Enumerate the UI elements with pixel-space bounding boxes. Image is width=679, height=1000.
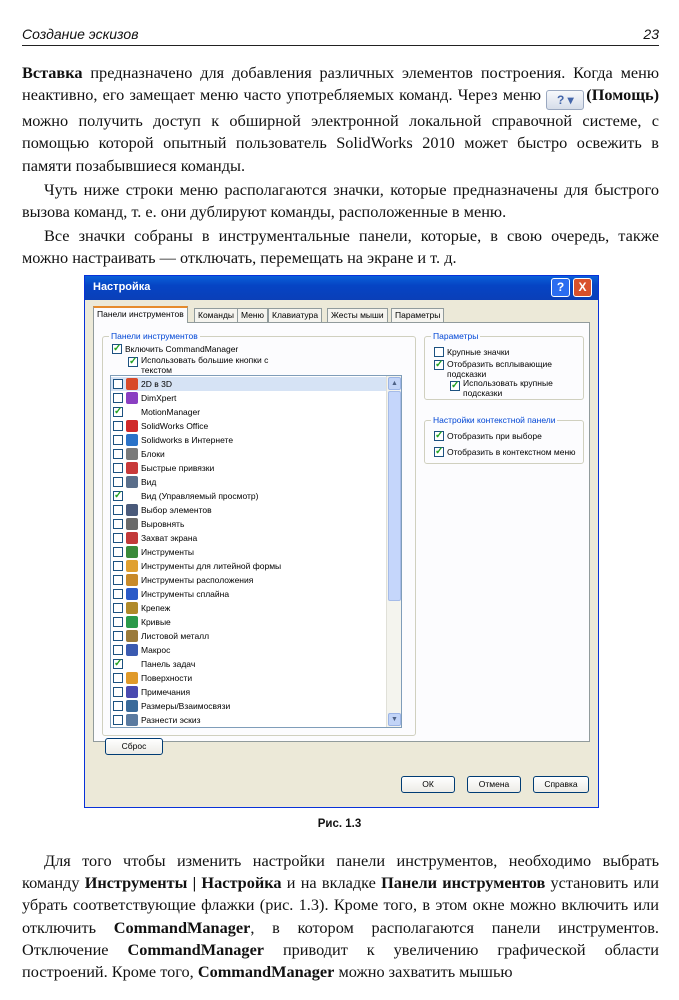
- checkbox-label: Использовать крупные подсказки: [463, 378, 553, 398]
- toolbar-checkbox[interactable]: [113, 379, 123, 389]
- group-label: Панели инструментов: [111, 331, 198, 341]
- bold-term: CommandManager: [127, 939, 265, 959]
- toolbar-label: MotionManager: [141, 407, 201, 417]
- running-head: [22, 24, 659, 46]
- toolbar-checkbox[interactable]: [113, 477, 123, 487]
- show-on-select-checkbox[interactable]: [434, 431, 444, 441]
- paragraph-4: [22, 850, 659, 983]
- ok-button[interactable]: ОК: [401, 776, 455, 793]
- toolbar-label: Захват экрана: [141, 533, 198, 543]
- toolbar-checkbox[interactable]: [113, 491, 123, 501]
- toolbar-list-item[interactable]: [111, 405, 387, 419]
- toolbar-list[interactable]: [110, 375, 402, 728]
- toolbar-icon: [126, 602, 138, 614]
- text-run: приводит к увеличению графической области построений. Кроме того,: [22, 939, 659, 982]
- toolbar-list-item[interactable]: [111, 559, 387, 573]
- toolbar-list-item[interactable]: [111, 573, 387, 587]
- bold-term: Панели инструментов: [381, 873, 546, 893]
- toolbar-label: 2D в 3D: [141, 379, 172, 389]
- toolbar-list-item[interactable]: [111, 377, 387, 391]
- toolbar-checkbox[interactable]: [113, 659, 123, 669]
- toolbar-list-item[interactable]: [111, 489, 387, 503]
- toolbar-list-item[interactable]: [111, 447, 387, 461]
- figure-caption: Рис. 1.3: [317, 818, 362, 830]
- after-text: [22, 850, 659, 985]
- context-toolbar-group: [424, 415, 584, 464]
- toolbar-label: Инструменты: [141, 547, 195, 557]
- toolbar-label: Поверхности: [141, 673, 193, 683]
- help-icon[interactable]: ?: [551, 278, 570, 297]
- toolbar-label: Solidworks в Интернете: [141, 435, 234, 445]
- toolbar-checkbox[interactable]: [113, 533, 123, 543]
- bold-term: Инструменты | Настройка: [84, 873, 282, 893]
- settings-dialog: [84, 275, 599, 808]
- toolbar-icon: [126, 504, 138, 516]
- toolbar-icon: [126, 420, 138, 432]
- text-run: можно захватить мышью: [334, 962, 513, 982]
- reset-button[interactable]: Сброс: [105, 738, 163, 755]
- toolbar-icon: [126, 476, 138, 488]
- dialog-titlebar: [85, 276, 598, 300]
- toolbar-checkbox[interactable]: [113, 519, 123, 529]
- checkbox-label: Отобразить при выборе: [447, 431, 542, 441]
- toolbar-list-item[interactable]: [111, 643, 387, 657]
- toolbar-list-item[interactable]: [111, 685, 387, 699]
- toolbar-label: Быстрые привязки: [141, 463, 215, 473]
- toolbar-icon: [126, 560, 138, 572]
- toolbar-icon: [126, 406, 138, 418]
- toolbar-icon: [126, 462, 138, 474]
- large-icons-checkbox[interactable]: [434, 347, 444, 357]
- close-icon[interactable]: X: [573, 278, 592, 297]
- toolbar-icon: [126, 392, 138, 404]
- group-label: Настройки контекстной панели: [433, 415, 556, 425]
- scroll-up-icon[interactable]: ▲: [388, 377, 401, 390]
- tab-options[interactable]: Параметры: [391, 308, 444, 322]
- toolbar-list-item[interactable]: [111, 713, 387, 727]
- toolbar-label: Макрос: [141, 645, 171, 655]
- toolbar-icon: [126, 630, 138, 642]
- toolbar-checkbox[interactable]: [113, 547, 123, 557]
- toolbar-checkbox[interactable]: [113, 393, 123, 403]
- toolbar-label: Инструменты расположения: [141, 575, 254, 585]
- toolbar-icon: [126, 532, 138, 544]
- toolbar-icon: [126, 672, 138, 684]
- toolbar-list-item[interactable]: [111, 391, 387, 405]
- toolbar-list-item[interactable]: [111, 615, 387, 629]
- toolbar-icon: [126, 644, 138, 656]
- toolbar-checkbox[interactable]: [113, 561, 123, 571]
- tab-menu[interactable]: Меню: [237, 308, 268, 322]
- bold-term: Вставка: [22, 63, 83, 82]
- toolbar-label: Инструменты сплайна: [141, 589, 230, 599]
- dialog-title: Настройка: [93, 281, 151, 293]
- toolbar-checkbox[interactable]: [113, 617, 123, 627]
- toolbar-list-item[interactable]: [111, 531, 387, 545]
- tab-toolbars[interactable]: Панели инструментов: [93, 306, 188, 323]
- paragraph-2: Чуть ниже строки меню располагаются значки, которые предназначены для быстрого вызова команд, т. е. они дублируют команды, расположенные в меню.: [22, 179, 659, 222]
- toolbar-list-item[interactable]: [111, 587, 387, 601]
- toolbar-list-item[interactable]: [111, 433, 387, 447]
- toolbar-icon: [126, 448, 138, 460]
- tab-panel: [93, 322, 590, 742]
- paragraph-1: [22, 62, 659, 177]
- toolbar-label: Инструменты для литейной формы: [141, 561, 282, 571]
- page-number: 23: [643, 26, 659, 42]
- toolbar-list-item[interactable]: [111, 671, 387, 685]
- tab-commands[interactable]: Команды: [194, 308, 238, 322]
- toolbar-list-item[interactable]: [111, 545, 387, 559]
- toolbar-icon: [126, 658, 138, 670]
- text-run: предназначено для добавления различных элементов построения. Когда меню неактивно, его замещает меню часто употребляемых команд. Через меню: [22, 63, 659, 105]
- toolbar-list-item[interactable]: [111, 475, 387, 489]
- group-label: Параметры: [433, 331, 479, 341]
- toolbar-icon: [126, 686, 138, 698]
- text-run: можно получить доступ к обширной электронной локальной справочной системе, с помощью которой опытный пользователь SolidWorks 2010 может быстро освежить в памяти позабывшиеся команды.: [22, 111, 659, 175]
- toolbar-label: Панель задач: [141, 659, 196, 669]
- toolbar-label: Размеры/Взаимосвязи: [141, 701, 231, 711]
- show-in-context-menu-checkbox[interactable]: [434, 447, 444, 457]
- bold-term: CommandManager: [197, 962, 335, 982]
- toolbar-checkbox[interactable]: [113, 687, 123, 697]
- tab-mouse-gestures[interactable]: Жесты мыши: [327, 308, 388, 322]
- checkbox-label: Отобразить в контекстном меню: [447, 447, 576, 457]
- toolbar-label: SolidWorks Office: [141, 421, 209, 431]
- bold-term: CommandManager: [113, 917, 251, 937]
- toolbar-icon: [126, 434, 138, 446]
- toolbar-checkbox[interactable]: [113, 673, 123, 683]
- toolbar-label: Блоки: [141, 449, 165, 459]
- text-run: установить или убрать соответствующие флажки (рис. 1.3). Кроме того, в этом окне можно включить или отключить: [22, 873, 659, 937]
- checkbox-label: Включить CommandManager: [125, 344, 239, 354]
- toolbar-checkbox[interactable]: [113, 435, 123, 445]
- cancel-button[interactable]: Отмена: [467, 776, 521, 793]
- checkbox-label: Использовать большие кнопки с текстом: [141, 355, 269, 375]
- toolbar-checkbox[interactable]: [113, 505, 123, 515]
- toolbar-checkbox[interactable]: [113, 701, 123, 711]
- toolbar-icon: [126, 700, 138, 712]
- toolbar-label: Листовой металл: [141, 631, 210, 641]
- toolbar-list-item[interactable]: [111, 629, 387, 643]
- toolbar-icon: [126, 714, 138, 726]
- toolbar-icon: [126, 546, 138, 558]
- toolbar-list-item[interactable]: [111, 517, 387, 531]
- toolbar-checkbox[interactable]: [113, 603, 123, 613]
- toolbar-label: Вид: [141, 477, 157, 487]
- toolbar-checkbox[interactable]: [113, 407, 123, 417]
- checkbox-label: Крупные значки: [447, 347, 510, 357]
- toolbar-checkbox[interactable]: [113, 575, 123, 585]
- text-run: , в котором располагаются панели инструментов. Отключение: [22, 917, 659, 959]
- large-tooltips-checkbox[interactable]: [450, 381, 460, 391]
- toolbar-icon: [126, 616, 138, 628]
- text-run: Для того чтобы изменить настройки панели инструментов, необходимо выбрать команду: [22, 851, 659, 893]
- toolbar-icon: [126, 518, 138, 530]
- toolbar-label: Вид (Управляемый просмотр): [141, 491, 259, 501]
- help-button[interactable]: Справка: [533, 776, 589, 793]
- toolbar-list-item[interactable]: [111, 419, 387, 433]
- toolbar-icon: [126, 588, 138, 600]
- toolbar-list-item[interactable]: [111, 657, 387, 671]
- help-button-image: ? ▾: [546, 90, 584, 110]
- toolbar-icon: [126, 574, 138, 586]
- scroll-down-icon[interactable]: ▼: [388, 713, 401, 726]
- checkbox-label: Отобразить всплывающие подсказки: [447, 359, 553, 379]
- toolbar-list-item[interactable]: [111, 461, 387, 475]
- toolbar-list-item[interactable]: [111, 503, 387, 517]
- scroll-thumb[interactable]: [388, 391, 401, 601]
- toolbar-checkbox[interactable]: [113, 645, 123, 655]
- toolbar-icon: [126, 490, 138, 502]
- intro-text: [22, 62, 659, 272]
- large-buttons-checkbox[interactable]: [128, 357, 138, 367]
- toolbar-label: Примечания: [141, 687, 191, 697]
- toolbar-checkbox[interactable]: [113, 631, 123, 641]
- toolbar-checkbox[interactable]: [113, 449, 123, 459]
- toolbar-checkbox[interactable]: [113, 463, 123, 473]
- bold-term: (Помощь): [586, 85, 659, 105]
- toolbar-checkbox[interactable]: [113, 715, 123, 725]
- toolbar-label: Выровнять: [141, 519, 185, 529]
- toolbar-checkbox[interactable]: [113, 589, 123, 599]
- toolbar-list-item[interactable]: [111, 601, 387, 615]
- toolbar-list-item[interactable]: [111, 699, 387, 713]
- toolbar-label: Выбор элементов: [141, 505, 212, 515]
- tab-keyboard[interactable]: Клавиатура: [268, 308, 322, 322]
- toolbar-label: Крепеж: [141, 603, 171, 613]
- toolbar-label: DimXpert: [141, 393, 177, 403]
- enable-commandmanager-checkbox[interactable]: [112, 344, 122, 354]
- chapter-title: Создание эскизов: [22, 26, 139, 42]
- toolbar-icon: [126, 378, 138, 390]
- toolbar-label: Разнести эскиз: [141, 715, 201, 725]
- toolbar-label: Кривые: [141, 617, 171, 627]
- paragraph-3: Все значки собраны в инструментальные панели, которые, в свою очередь, также можно настраивать — отключать, перемещать на экране и т. д.: [22, 226, 659, 268]
- show-tooltips-checkbox[interactable]: [434, 360, 444, 370]
- list-scrollbar[interactable]: [386, 376, 401, 727]
- text-run: и на вкладке: [281, 873, 382, 893]
- toolbar-checkbox[interactable]: [113, 421, 123, 431]
